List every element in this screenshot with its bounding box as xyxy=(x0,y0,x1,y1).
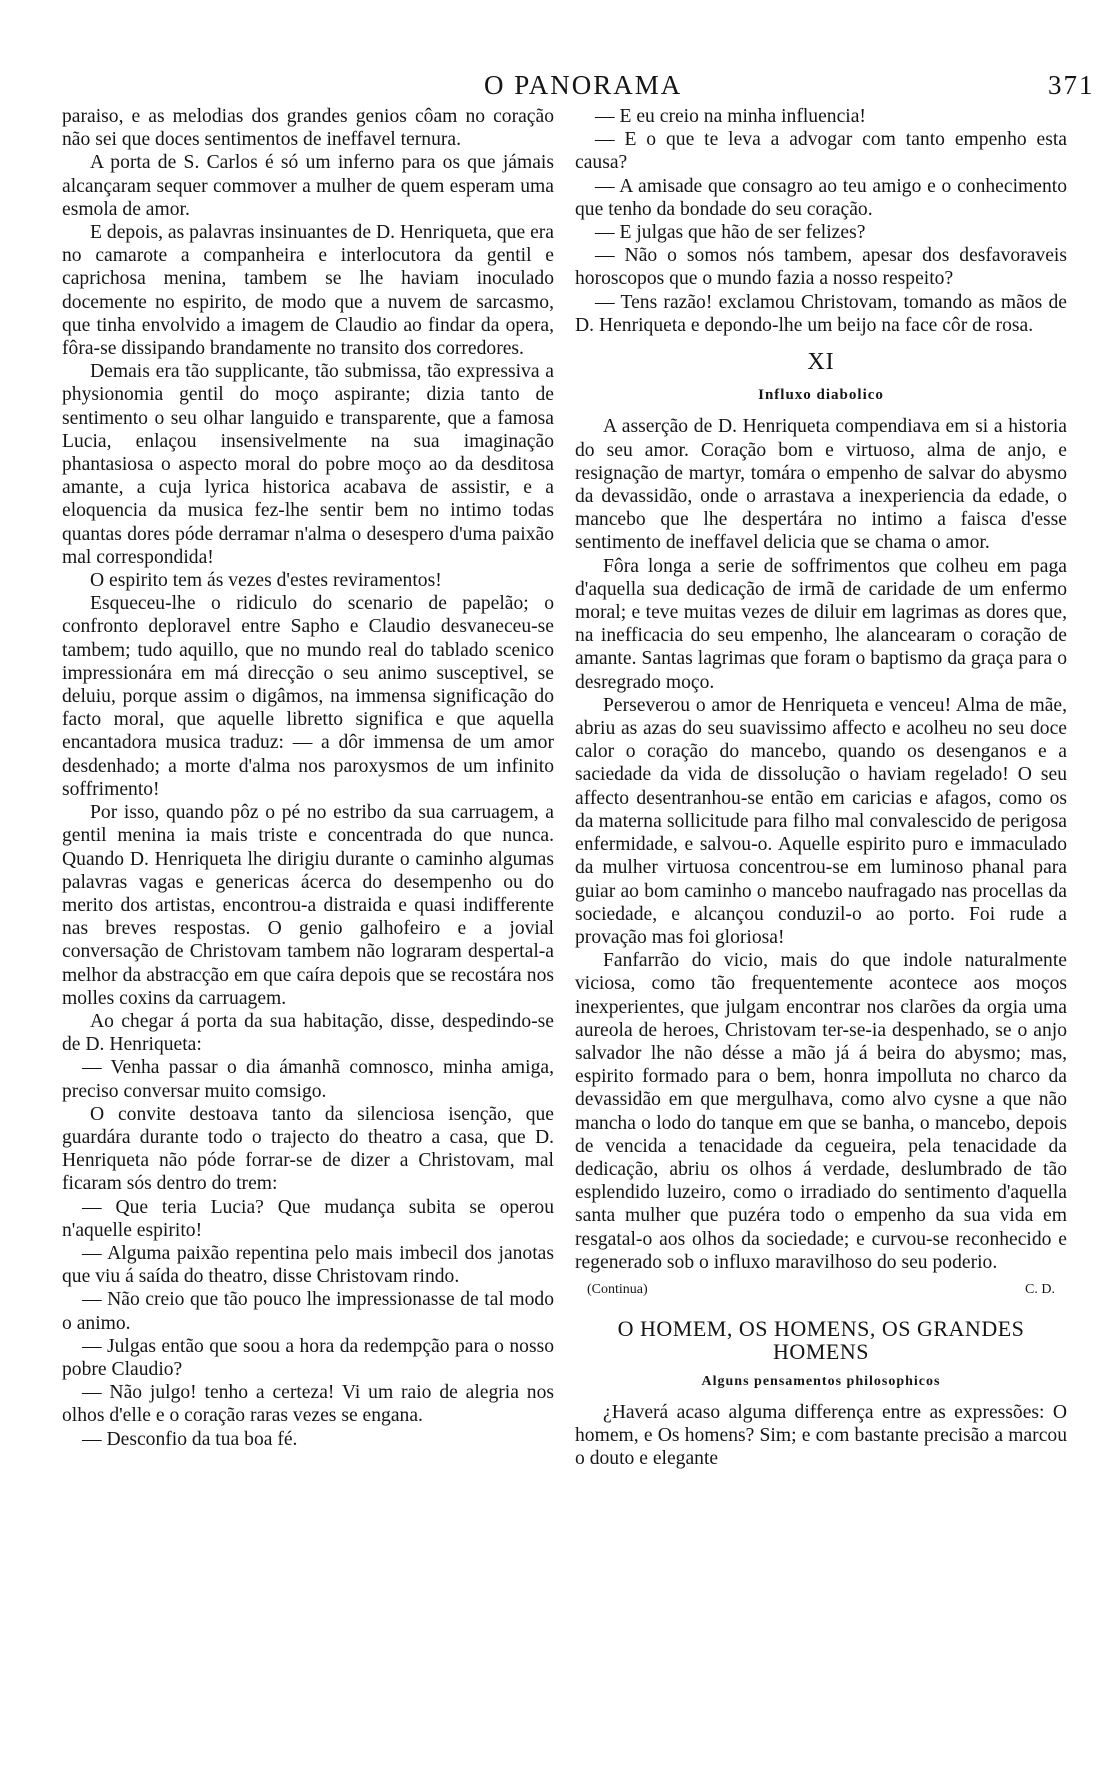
chapter-numeral: XI xyxy=(807,349,835,376)
paragraph: E depois, as palavras insinuantes de D. Henriqueta, que era no camarote a companheira e interlocutora da gentil e caprichosa menina, tambem se lhe haviam inoculado docemente no espirito, de modo que a nuvem de sarcasmo, que tinha envolvido a imagem de Claudio ao findar da opera, fôra-se dissipando brandamente no transito dos corredores. xyxy=(62,222,554,360)
author-initials: C. D. xyxy=(1025,1281,1055,1297)
dialogue-line: — E julgas que hão de ser felizes? xyxy=(595,222,866,244)
paragraph: O convite destoava tanto da silenciosa isenção, que guardára durante todo o trajecto do theatro a casa, que D. Henriqueta não póde forrar-se de dizer a Christovam, mal ficaram sós dentro do trem: xyxy=(62,1103,554,1195)
dialogue-line: — Desconfio da tua boa fé. xyxy=(82,1428,298,1450)
dialogue-line: — E o que te leva a advogar com tanto empenho esta causa? xyxy=(575,129,1067,174)
dialogue-line: — Alguma paixão repentina pelo mais imbecil dos janotas que viu á saída do theatro, disse Christovam rindo. xyxy=(62,1242,554,1288)
dialogue-line: — E eu creio na minha influencia! xyxy=(595,106,866,127)
running-title: O PANORAMA xyxy=(484,70,683,100)
paragraph: A porta de S. Carlos é só um inferno para os que jámais alcançaram sequer commover a mulher de quem esperam uma esmola de amor. xyxy=(62,152,554,220)
paragraph: Fanfarrão do vicio, mais do que indole naturalmente viciosa, como tão frequentemente acontece aos moços inexperientes, que julgam encontrar nos clarões da orgia uma aureola de heroes, Christovam ter-se-ia despenhado, se o anjo salvador lhe não désse a mão já á beira do abysmo; mas, espirito formado para o bem, honra impolluta no charco da devassidão em que mergulhava, como alvo cysne a que não mancha o lodo do tanque em que se banha, o mancebo, depois de vencida a tenacidade da cegueira, pela tenacidade da dedicação, abriu os olhos á verdade, deslumbrado de tão esplendido luzeiro, como o irradiado do sentimento d'aquella santa mulher que puzéra todo o empenho da sua vida em resgatal-o aos olhos da sociedade; e curvou-se reconhecido e regenerado sob o influxo maravilhoso do seu poderio. xyxy=(575,950,1067,1273)
dialogue-line: — Julgas então que soou a hora da redempção para o nosso pobre Claudio? xyxy=(62,1335,554,1380)
paragraph: Ao chegar á porta da sua habitação, disse, despedindo-se de D. Henriqueta: xyxy=(62,1010,554,1056)
dialogue-line: — Não julgo! tenho a certeza! Vi um raio de alegria nos olhos d'elle e o coração raras vezes se engana. xyxy=(62,1382,554,1427)
continuation-line xyxy=(575,1278,1067,1301)
dialogue-line: — A amisade que consagro ao teu amigo e o conhecimento que tenho da bondade do seu coração. xyxy=(575,175,1067,220)
article-title: O HOMEM, OS HOMENS, OS GRANDES HOMENS xyxy=(617,1316,1025,1365)
paragraph: A asserção de D. Henriqueta compendiava em si a historia do seu amor. Coração bom e virtuoso, alma de anjo, e resignação de martyr, tomára o empenho de salvar do abysmo da devassidão, onde o arrastava a inexperiencia da edade, o mancebo que lhe despertára no intimo a faisca d'esse sentimento de ineffavel delicia que se chama o amor. xyxy=(575,416,1067,554)
left-column xyxy=(62,105,554,1451)
page-header xyxy=(0,58,1100,98)
dialogue-line: — Não o somos nós tambem, apesar dos desfavoraveis horoscopos que o mundo fazia a nosso respeito? xyxy=(575,245,1067,290)
paragraph: ¿Haverá acaso alguma differença entre as expressões: O homem, e Os homens? Sim; e com bastante precisão a marcou o douto e elegante xyxy=(575,1401,1067,1470)
paragraph: Esqueceu-lhe o ridiculo do scenario de papelão; o confronto deploravel entre Sapho e Claudio desvaneceu-se tambem; tudo aquillo, que no mundo real do tablado scenico impressionára em má direcção o seu animo susceptivel, se deluiu, porque assim o digâmos, na immensa significação do facto moral, que aquelle libretto significa e que aquella encantadora musica traduz: — a dôr immensa de um amor desdenhado; a morte d'alma nos paroxysmos de um infinito soffrimento! xyxy=(62,593,554,800)
paragraph: paraiso, e as melodias dos grandes genios côam no coração não sei que doces sentimentos de ineffavel ternura. xyxy=(62,106,554,151)
dialogue-line: — Venha passar o dia ámanhã comnosco, minha amiga, preciso conversar muito comsigo. xyxy=(62,1057,554,1102)
paragraph: Por isso, quando pôz o pé no estribo da sua carruagem, a gentil menina ia mais triste e concentrada do que nunca. Quando D. Henriqueta lhe dirigiu durante o caminho algumas palavras vagas e genericas ácerca do desempenho ou do merito dos artistas, encontrou-a distraida e quasi indifferente nas breves respostas. O genio galhofeiro e a jovial conversação de Christovam tambem não lograram despertal-a melhor da abstracção em que caíra depois que se recostára nos molles coxins da carruagem. xyxy=(62,802,554,1009)
paragraph: Demais era tão supplicante, tão submissa, tão expressiva a physionomia gentil do moço aspirante; dizia tanto de sentimento o seu olhar languido e transparente, que a famosa Lucia, enlaçou insensivelmente na sua imaginação phantasiosa o aspecto moral do pobre moço ao da desditosa amante, a cuja lyrica historica acabava de assistir, e a eloquencia da musica fez-lhe sentir bem no intimo todas quantas dores póde derramar n'alma o desespero d'uma paixão mal correspondida! xyxy=(62,361,554,568)
chapter-subtitle: Influxo diabolico xyxy=(758,387,884,404)
dialogue-line: — Não creio que tão pouco lhe impressionasse de tal modo o animo. xyxy=(62,1289,554,1334)
paragraph: O espirito tem ás vezes d'estes reviramentos! xyxy=(90,570,442,592)
article-subtitle: Alguns pensamentos philosophicos xyxy=(701,1373,941,1389)
paragraph: Fôra longa a serie de soffrimentos que colheu em paga d'aquella sua dedicação de irmã de caridade de um enfermo moral; e teve muitas vezes de diluir em lagrimas as dores que, na inefficacia do seu empenho, lhe alancearam o coração de amante. Santas lagrimas que foram o baptismo da graça para o desregrado moço. xyxy=(575,555,1067,693)
dialogue-line: — Que teria Lucia? Que mudança subita se operou n'aquelle espirito! xyxy=(62,1196,554,1241)
dialogue-line: — Tens razão! exclamou Christovam, tomando as mãos de D. Henriqueta e depondo-lhe um beijo na face côr de rosa. xyxy=(575,291,1067,336)
right-column xyxy=(575,105,1067,1470)
continua-label: (Continua) xyxy=(587,1281,648,1297)
page-number: 371 xyxy=(1048,70,1095,100)
paragraph: Perseverou o amor de Henriqueta e venceu! Alma de mãe, abriu as azas do seu suavissimo affecto e acolheu no seu doce calor o coração do mancebo, quando os desenganos e a saciedade da vida de dissolução o haviam regelado! O seu affecto desentranhou-se então em caricias e afagos, como os da materna sollicitude para filho mal convalescido de perigosa enfermidade, e salvou-o. Aquelle espirito puro e immaculado da mulher virtuosa concentrou-se em luminoso phanal para guiar ao bom caminho o mancebo naufragado nas procellas da sociedade, e alcançou conduzil-o ao porto. Foi rude a provação mas foi gloriosa! xyxy=(575,694,1067,948)
